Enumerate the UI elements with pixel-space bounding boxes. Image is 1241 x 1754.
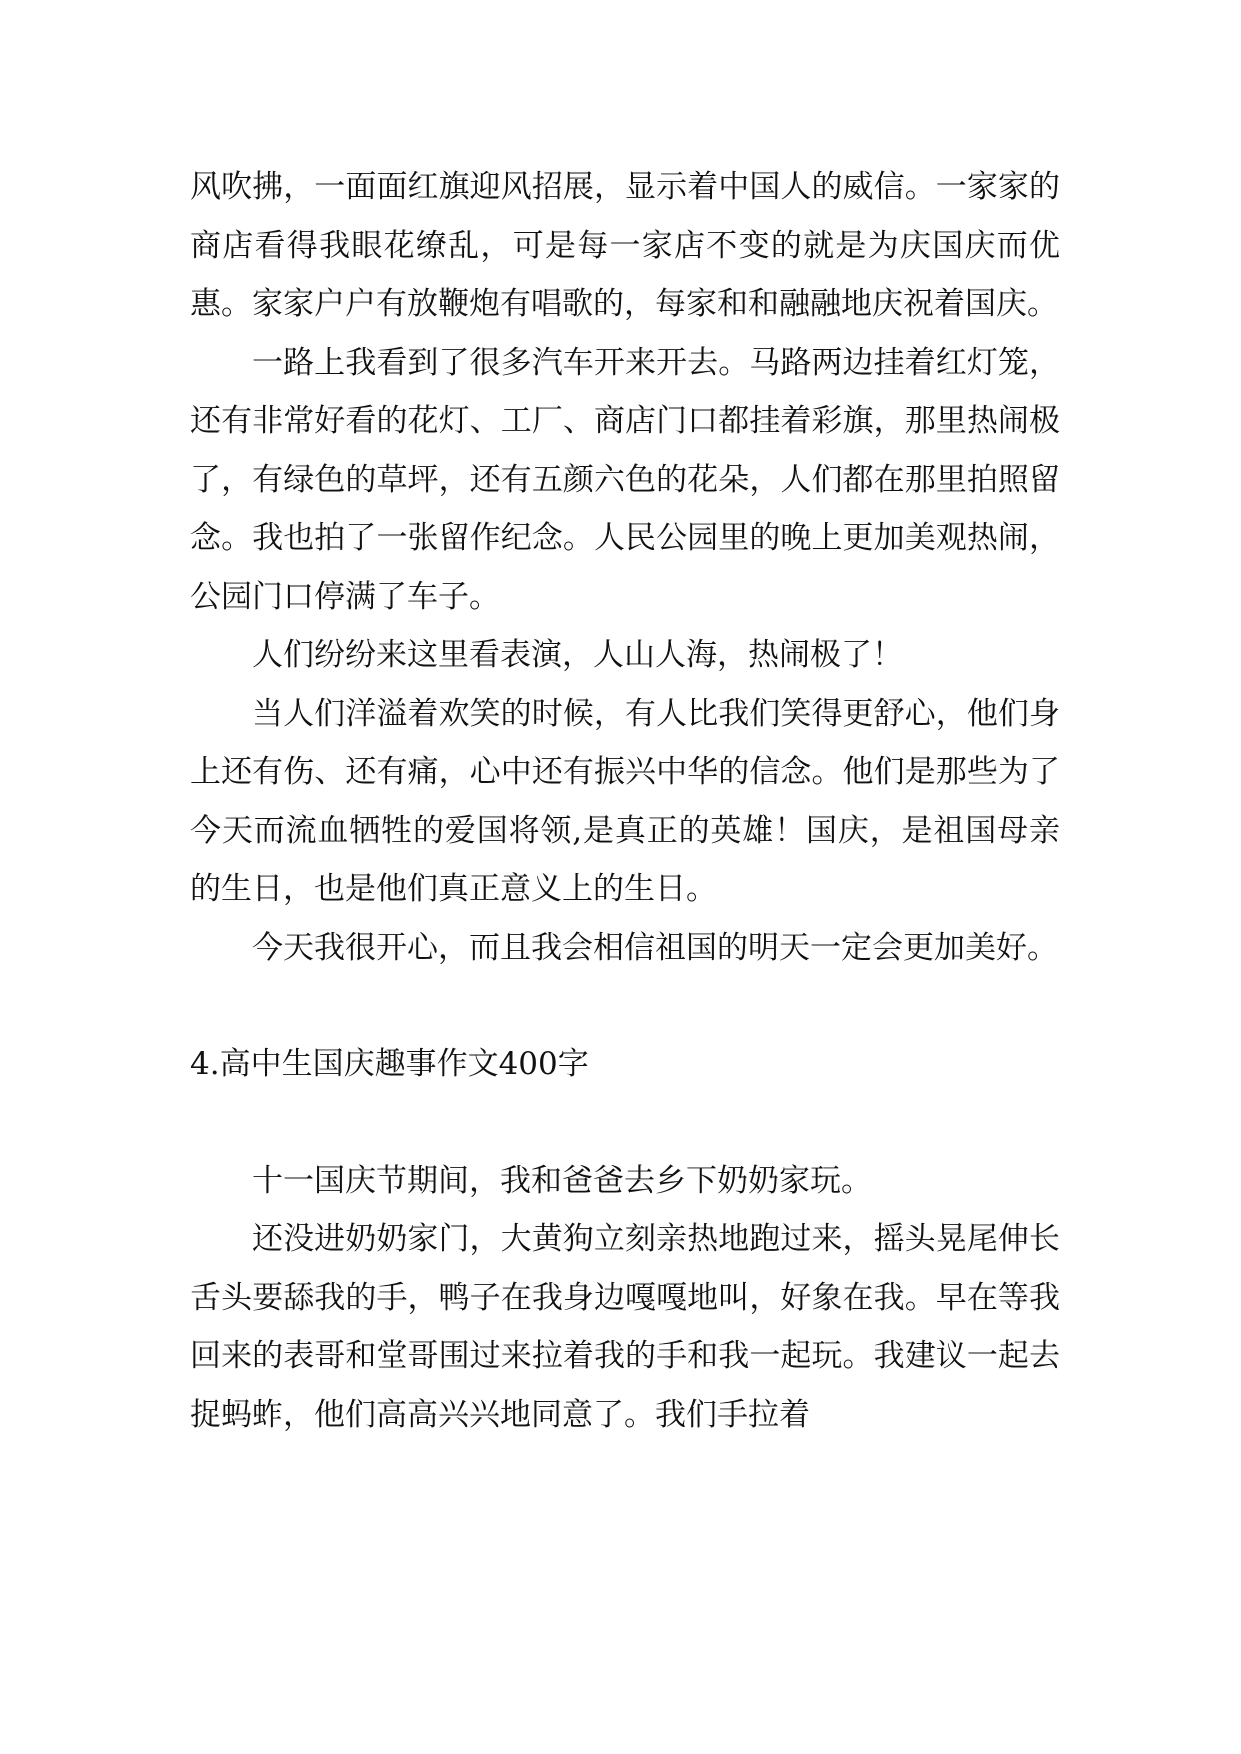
paragraph-1: 风吹拂，一面面红旗迎风招展，显示着中国人的威信。一家家的商店看得我眼花缭乱，可是每一家店不变的就是为庆国庆而优惠。家家户户有放鞭炮有唱歌的，每家和和融融地庆祝着国庆。 [190, 169, 1060, 322]
paragraph-6: 十一国庆节期间，我和爸爸去乡下奶奶家玩。 [252, 1162, 872, 1199]
paragraph-3: 人们纷纷来这里看表演，人山人海，热闹极了！ [252, 637, 903, 673]
paragraph-4: 当人们洋溢着欢笑的时候，有人比我们笑得更舒心，他们身上还有伤、还有痛，心中还有振兴中华的信念。他们是那些为了今天而流血牺牲的爱国将领,是真正的英雄！国庆，是祖国母亲的生日，也是他们真正意义上的生日。 [190, 695, 1060, 907]
paragraph-2: 一路上我看到了很多汽车开来开去。马路两边挂着红灯笼，还有非常好看的花灯、工厂、商店门口都挂着彩旗，那里热闹极了，有绿色的草坪，还有五颜六色的花朵，人们都在那里拍照留念。我也拍了一张留作纪念。人民公园里的晚上更加美观热闹，公园门口停满了车子。 [190, 344, 1060, 615]
section-heading: 4.高中生国庆趣事作文400字 [190, 1046, 589, 1082]
spacer [190, 1094, 1060, 1152]
spacer [190, 977, 1060, 1035]
document-body [190, 158, 1060, 1444]
paragraph-7: 还没进奶奶家门，大黄狗立刻亲热地跑过来，摇头晃尾伸长舌头要舔我的手，鸭子在我身边嘎嘎地叫，好象在我。早在等我回来的表哥和堂哥围过来拉着我的手和我一起玩。我建议一起去捉蚂蚱，他们高高兴兴地同意了。我们手拉着 [190, 1221, 1060, 1433]
paragraph-5: 今天我很开心，而且我会相信祖国的明天一定会更加美好。 [252, 929, 1058, 966]
